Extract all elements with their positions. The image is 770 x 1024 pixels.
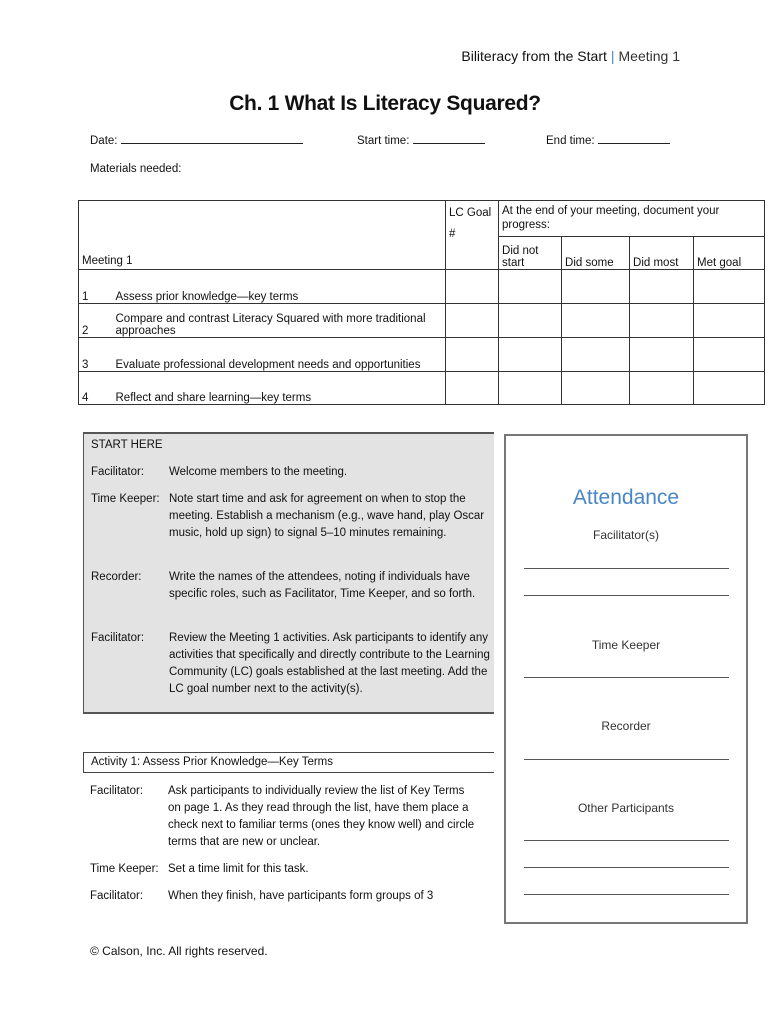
row-number: 4 xyxy=(79,372,113,405)
start-here-panel xyxy=(83,432,494,714)
progress-cell[interactable] xyxy=(499,270,562,304)
progress-cell[interactable] xyxy=(630,372,694,405)
running-header xyxy=(461,48,680,64)
role-instruction: Write the names of the attendees, noting if individuals have specific roles, such as Facilitator, Time Keeper, and so forth. xyxy=(169,571,476,600)
progress-column-header: Did some xyxy=(562,237,630,270)
row-number: 3 xyxy=(79,338,113,372)
participant-signature-line[interactable] xyxy=(524,840,729,841)
facilitators-label: Facilitator(s) xyxy=(592,528,659,542)
progress-cell[interactable] xyxy=(694,304,765,338)
progress-column-header: Did most xyxy=(630,237,694,270)
facilitator-signature-line[interactable] xyxy=(524,595,729,596)
facilitator-signature-line[interactable] xyxy=(524,568,729,569)
instruction-item xyxy=(91,491,491,559)
instruction-item xyxy=(90,861,495,878)
recorder-label: Recorder xyxy=(601,719,651,733)
activity-heading: Activity 1: Assess Prior Knowledge—Key Terms xyxy=(83,752,494,773)
role-label: Time Keeper: xyxy=(91,493,160,505)
table-row xyxy=(79,304,765,338)
end-time-label: End time: xyxy=(546,135,595,147)
date-label: Date: xyxy=(90,135,118,147)
progress-heading: At the end of your meeting, document your progress: xyxy=(499,201,765,237)
role-label: Facilitator: xyxy=(90,890,144,902)
instruction-item xyxy=(91,569,491,620)
instruction-item xyxy=(90,783,495,851)
role-instruction: Note start time and ask for agreement on when to stop the meeting. Establish a mechanism (e.g., wave hand, play Oscar music, hold up sign) to signal 5–10 minutes remaining. xyxy=(169,493,485,539)
panel-heading: START HERE xyxy=(91,439,163,451)
attendance-title: Attendance xyxy=(572,486,680,509)
meeting-goals-table xyxy=(78,200,765,405)
role-label: Time Keeper: xyxy=(90,863,159,875)
participant-signature-line[interactable] xyxy=(524,894,729,895)
header-meeting: Meeting 1 xyxy=(618,48,680,64)
start-time-line[interactable] xyxy=(413,143,485,144)
row-activity: Evaluate professional development needs and opportunities xyxy=(113,338,446,372)
end-time-field[interactable] xyxy=(546,135,670,147)
progress-cell[interactable] xyxy=(499,304,562,338)
progress-cell[interactable] xyxy=(630,304,694,338)
lc-goal-cell[interactable] xyxy=(446,338,499,372)
book-title: Biliteracy from the Start xyxy=(461,48,607,64)
role-instruction: Set a time limit for this task. xyxy=(168,863,309,875)
role-instruction: When they finish, have participants form groups of 3 xyxy=(168,890,434,902)
end-time-line[interactable] xyxy=(598,143,670,144)
progress-cell[interactable] xyxy=(630,338,694,372)
participant-signature-line[interactable] xyxy=(524,867,729,868)
meeting-heading: Meeting 1 xyxy=(79,201,446,270)
start-time-field[interactable] xyxy=(357,135,485,147)
table-row xyxy=(79,270,765,304)
instruction-item xyxy=(90,888,495,905)
attendance-box xyxy=(504,434,748,924)
copyright-footer: © Calson, Inc. All rights reserved. xyxy=(90,944,268,958)
progress-cell[interactable] xyxy=(694,270,765,304)
progress-cell[interactable] xyxy=(499,372,562,405)
recorder-signature-line[interactable] xyxy=(524,759,729,760)
progress-column-header: Met goal xyxy=(694,237,765,270)
role-instruction: Review the Meeting 1 activities. Ask participants to identify any activities that specifically and directly contribute to the Learning Community (LC) goals established at the last meeting. Add the LC goal number next to the activity(s). xyxy=(169,632,490,695)
progress-column-header: Did not start xyxy=(499,237,562,270)
time-keeper-signature-line[interactable] xyxy=(524,677,729,678)
lc-goal-cell[interactable] xyxy=(446,270,499,304)
progress-cell[interactable] xyxy=(694,338,765,372)
row-activity: Compare and contrast Literacy Squared with more traditional approaches xyxy=(113,304,446,338)
date-field[interactable] xyxy=(90,135,303,147)
progress-cell[interactable] xyxy=(562,270,630,304)
role-label: Facilitator: xyxy=(91,632,145,644)
progress-cell[interactable] xyxy=(562,338,630,372)
materials-label: Materials needed: xyxy=(90,163,182,175)
start-time-label: Start time: xyxy=(357,135,410,147)
time-keeper-label: Time Keeper xyxy=(591,638,661,652)
role-label: Facilitator: xyxy=(90,785,144,797)
lc-goal-heading: LC Goal # xyxy=(446,201,499,270)
progress-cell[interactable] xyxy=(562,304,630,338)
header-separator: | xyxy=(610,48,615,64)
instruction-item xyxy=(91,464,491,481)
date-line[interactable] xyxy=(121,143,303,144)
progress-cell[interactable] xyxy=(499,338,562,372)
row-activity: Reflect and share learning—key terms xyxy=(113,372,446,405)
role-label: Facilitator: xyxy=(91,466,145,478)
progress-cell[interactable] xyxy=(694,372,765,405)
table-row xyxy=(79,372,765,405)
row-number: 2 xyxy=(79,304,113,338)
progress-cell[interactable] xyxy=(630,270,694,304)
page-title: Ch. 1 What Is Literacy Squared? xyxy=(229,92,541,115)
instruction-item xyxy=(91,630,491,715)
progress-cell[interactable] xyxy=(562,372,630,405)
role-label: Recorder: xyxy=(91,571,142,583)
other-participants-label: Other Participants xyxy=(577,801,675,815)
role-instruction: Welcome members to the meeting. xyxy=(169,466,348,478)
lc-goal-cell[interactable] xyxy=(446,372,499,405)
role-instruction: Ask participants to individually review the list of Key Terms on page 1. As they read through the list, have them place a check next to familiar terms (ones they know well) and circle terms that are new or unclear. xyxy=(168,785,475,848)
lc-goal-cell[interactable] xyxy=(446,304,499,338)
row-activity: Assess prior knowledge—key terms xyxy=(113,270,446,304)
row-number: 1 xyxy=(79,270,113,304)
table-row xyxy=(79,338,765,372)
